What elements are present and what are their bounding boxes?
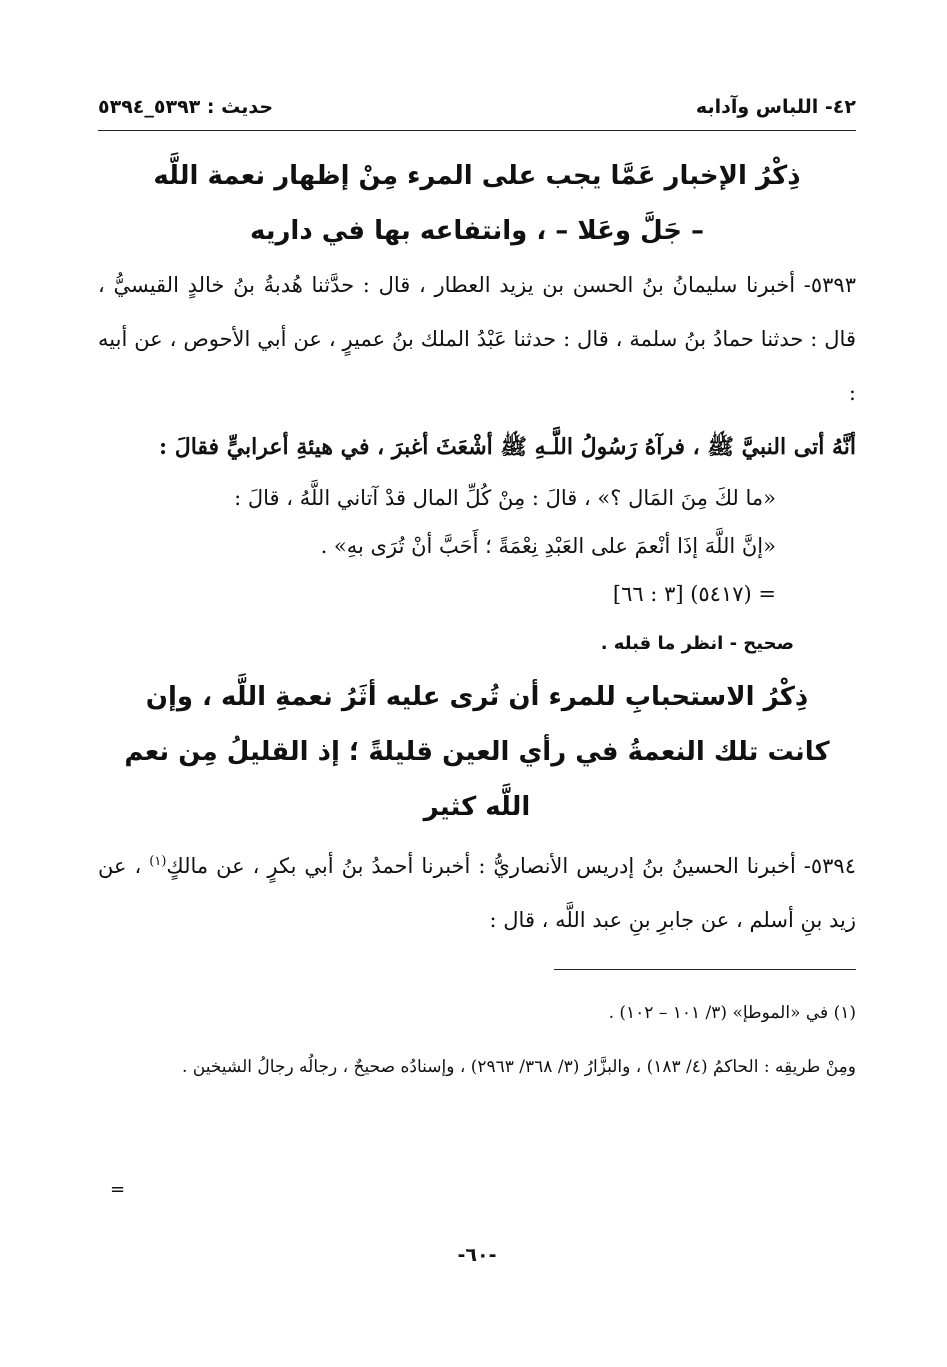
chapter-title: ٤٢- اللباس وآدابه	[695, 96, 856, 118]
hadith-grade: صحيح - انظر ما قبله .	[600, 633, 794, 654]
isnad-text: ٥٣٩٤- أخبرنا الحسينُ بنُ إدريس الأنصاريُّ : أخبرنا أحمدُ بنُ أبي بكرٍ ، عن مالكٍ	[166, 854, 856, 878]
footnote-item: (١) في «الموطإ» (٣/ ١٠١ – ١٠٢) .	[608, 1003, 856, 1023]
section-heading-line: كانت تلك النعمةُ في رأي العين قليلةً ؛ إذ القليلُ مِن نعم	[124, 737, 830, 767]
running-header	[98, 92, 856, 131]
page-number: -٦٠-	[457, 1244, 497, 1266]
footnote-separator	[554, 969, 856, 970]
hadith-isnad: ٥٣٩٣- أخبرنا سليمانُ بنُ الحسن بن يزيد العطار ، قال : حدَّثنا هُدبةُ بنُ خالدٍ القيسيُّ ، قال : حدثنا حمادُ بنُ سلمة ، قال : حدثنا عَبْدُ الملك بنُ عميرٍ ، عن أبي الأحوص ، عن أبيه :	[98, 273, 856, 405]
section-heading-line: ذِكْرُ الاستحبابِ للمرء أن تُرى عليه أثَرُ نعمةِ اللَّه ، وإن	[145, 682, 809, 712]
section-heading-line: – جَلَّ وعَلا – ، وانتفاعه بها في داريه	[249, 216, 705, 246]
hadith-range: حديث : ٥٣٩٣_٥٣٩٤	[98, 96, 274, 118]
cross-reference: = (٥٤١٧) [٣ : ٦٦]	[612, 582, 776, 606]
footnotes	[98, 986, 856, 1094]
continuation-marker: =	[110, 1179, 126, 1200]
hadith-isnad	[98, 835, 856, 947]
prophet-quote-block	[98, 474, 856, 618]
hadith-matn: أنَّهُ أتى النبيَّ ﷺ ، فرآهُ رَسُولُ اللَّـهِ ﷺ أشْعَثَ أغبرَ ، في هيئةِ أعرابيٍّ فقالَ :	[158, 434, 856, 460]
quote-line: «إنَّ اللَّهَ إذَا أنْعمَ على العَبْدِ نِعْمَةً ؛ أَحَبَّ أنْ تُرَى بهِ» .	[320, 534, 776, 558]
section-heading-line: اللَّه كثير	[423, 792, 531, 822]
section-heading-line: ذِكْرُ الإخبار عَمَّا يجب على المرء مِنْ إظهار نعمة اللَّه	[153, 161, 801, 191]
footnote-reference[interactable]: (١)	[149, 854, 167, 869]
footnote-item: ومِنْ طريقِه : الحاكمُ (٤/ ١٨٣) ، والبزَّارُ (٣/ ٣٦٨/ ٢٩٦٣) ، وإسنادُه صحيحٌ ، رجالُه رجالُ الشيخين .	[181, 1057, 856, 1077]
isnad-text: ، عن زيد بنِ أسلم ، عن جابرِ بنِ عبد اللَّه ، قال :	[98, 854, 856, 932]
book-page	[98, 92, 856, 1292]
quote-line: «ما لكَ مِنَ المَال ؟» ، قالَ : مِنْ كُلِّ المال قدْ آتاني اللَّهُ ، قالَ :	[234, 486, 776, 510]
